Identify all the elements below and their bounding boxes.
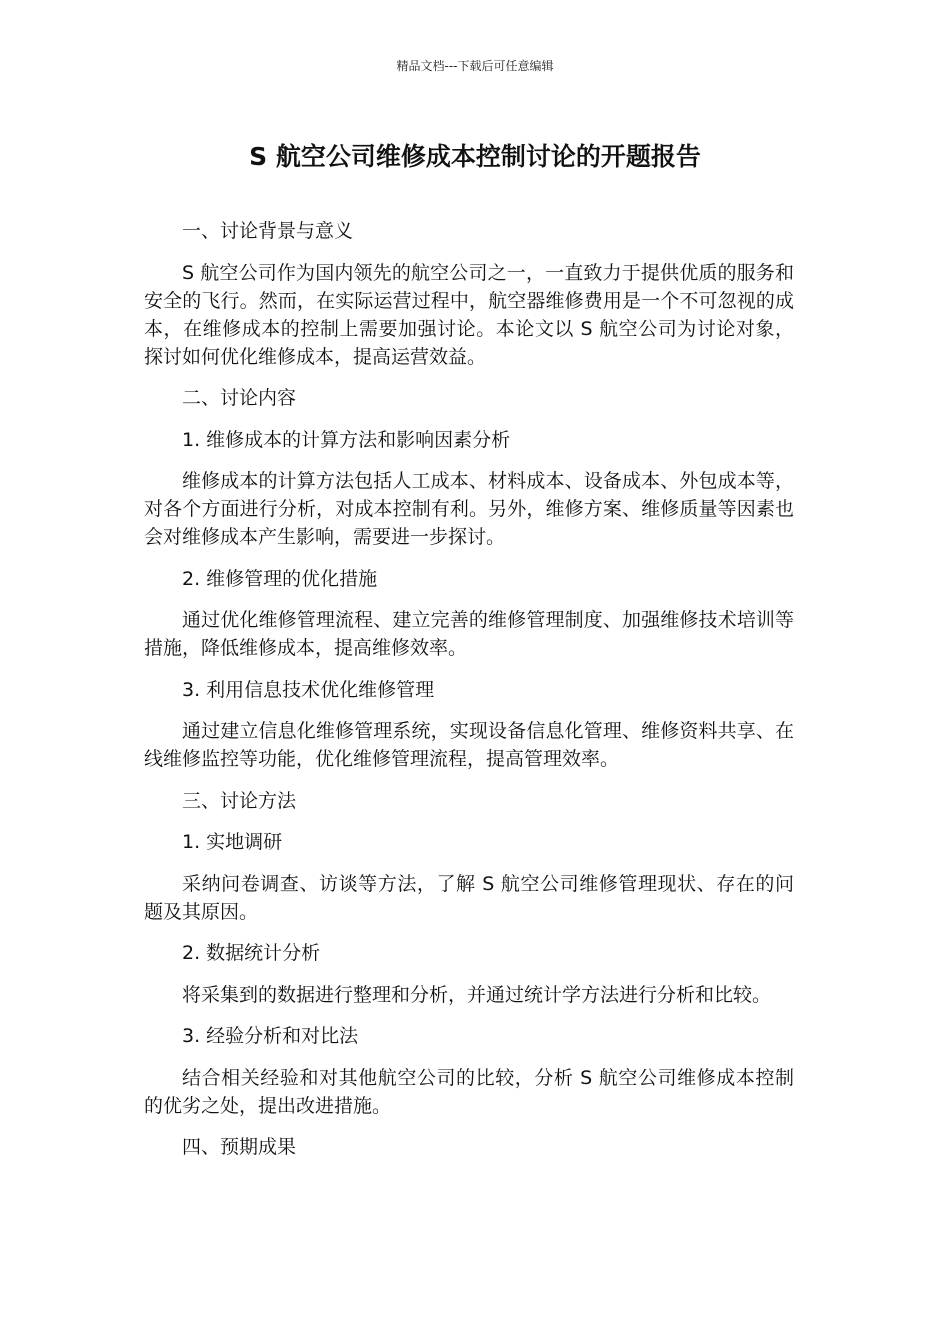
paragraph-background: S 航空公司作为国内领先的航空公司之一，一直致力于提供优质的服务和安全的飞行。然而，在实际运营过程中，航空器维修费用是一个不可忽视的成本，在维修成本的控制上需要加强讨论。本论文以 S 航空公司为讨论对象，探讨如何优化维修成本，提高运营效益。 [144, 261, 794, 368]
document-body [144, 217, 794, 1175]
paragraph-information-technology: 通过建立信息化维修管理系统，实现设备信息化管理、维修资料共享、在线维修监控等功能，优化维修管理流程，提高管理效率。 [144, 720, 794, 770]
subheading-field-research: 1. 实地调研 [182, 831, 283, 853]
section-heading-methods: 三、讨论方法 [182, 789, 297, 812]
subheading-comparative-analysis: 3. 经验分析和对比法 [182, 1025, 359, 1047]
subheading-statistical-analysis: 2. 数据统计分析 [182, 942, 321, 964]
section-heading-content: 二、讨论内容 [182, 387, 297, 409]
section-heading-expected-results: 四、预期成果 [182, 1136, 297, 1158]
paragraph-comparative-analysis: 结合相关经验和对其他航空公司的比较，分析 S 航空公司维修成本控制的优劣之处，提出改进措施。 [144, 1066, 794, 1117]
section-heading-background: 一、讨论背景与意义 [182, 220, 354, 242]
paragraph-statistical-analysis: 将采集到的数据进行整理和分析，并通过统计学方法进行分析和比较。 [182, 983, 772, 1006]
subheading-cost-calculation: 1. 维修成本的计算方法和影响因素分析 [182, 428, 511, 451]
paragraph-field-research: 采纳问卷调查、访谈等方法，了解 S 航空公司维修管理现状、存在的问题及其原因。 [144, 872, 794, 923]
paragraph-management-optimization: 通过优化维修管理流程、建立完善的维修管理制度、加强维修技术培训等措施，降低维修成本，提高维修效率。 [144, 609, 794, 659]
subheading-information-technology: 3. 利用信息技术优化维修管理 [182, 678, 435, 701]
header-note: 精品文档---下载后可任意编辑 [396, 59, 554, 73]
subheading-management-optimization: 2. 维修管理的优化措施 [182, 567, 378, 590]
document-title: S 航空公司维修成本控制讨论的开题报告 [249, 142, 701, 171]
paragraph-cost-calculation: 维修成本的计算方法包括人工成本、材料成本、设备成本、外包成本等，对各个方面进行分析，对成本控制有利。另外，维修方案、维修质量等因素也会对维修成本产生影响，需要进一步探讨。 [144, 470, 794, 548]
